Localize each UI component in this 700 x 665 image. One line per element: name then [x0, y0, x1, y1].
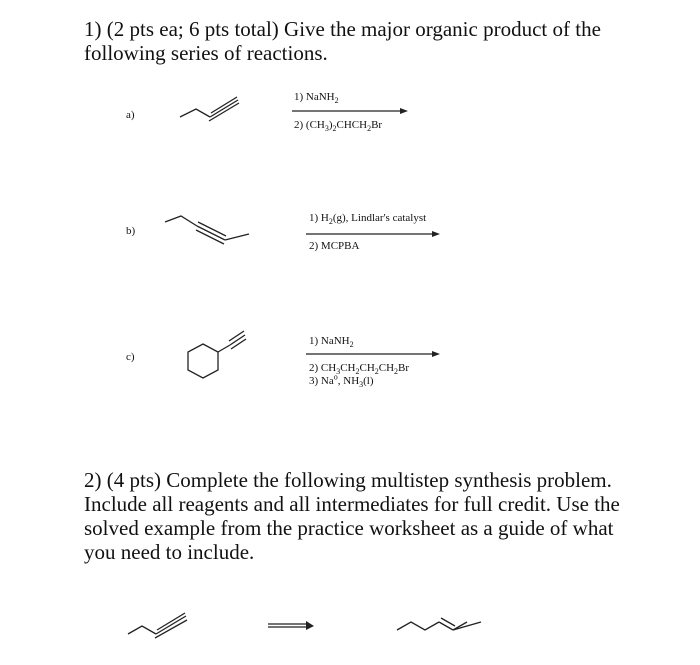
- question-1-text: 1) (2 pts ea; 6 pts total) Give the major organic product of the following series of reactions.: [84, 17, 601, 65]
- starting-material-alkyne-structure: [126, 612, 196, 642]
- target-alkene-structure: [395, 612, 485, 642]
- part-b-reaction-arrow: [306, 229, 446, 239]
- part-c-reagent-above: 1) NaNH$_2$: [309, 335, 354, 350]
- part-c-reaction-arrow: [306, 349, 446, 359]
- part-c-reagent-below: 2) $CH_3CH_2CH_2CH_2Br$: [309, 362, 410, 377]
- part-a-reagent-below: 2) $(CH_3)_2CHCH_2Br$: [294, 119, 383, 134]
- question-2-text: 2) (4 pts) Complete the following multistep synthesis problem. Include all reagents and all intermediates for full credit. Use the solved example from the practice worksheet as a guide of what you need to include.: [84, 468, 620, 564]
- synthesis-arrow: [268, 621, 318, 631]
- part-b-reagent-below: 2) MCPBA: [309, 240, 360, 252]
- part-b-reagent-above: 1) $H_2(g)$, Lindlar's catalyst: [309, 212, 427, 227]
- part-c-reagent-below-2: 3) Na$^o$, $NH_3(l)$: [309, 372, 374, 390]
- part-a-reaction-arrow: [292, 106, 412, 116]
- part-c-cyclohexylacetylene-structure: [183, 330, 263, 390]
- part-a-reagent-above: 1) NaNH$_2$: [294, 91, 339, 106]
- part-a-alkyne-structure: [178, 95, 258, 135]
- part-b-label: b): [126, 225, 136, 237]
- part-c-label: c): [126, 351, 135, 363]
- part-a-label: a): [126, 109, 135, 121]
- part-b-alkyne-structure: [163, 212, 253, 252]
